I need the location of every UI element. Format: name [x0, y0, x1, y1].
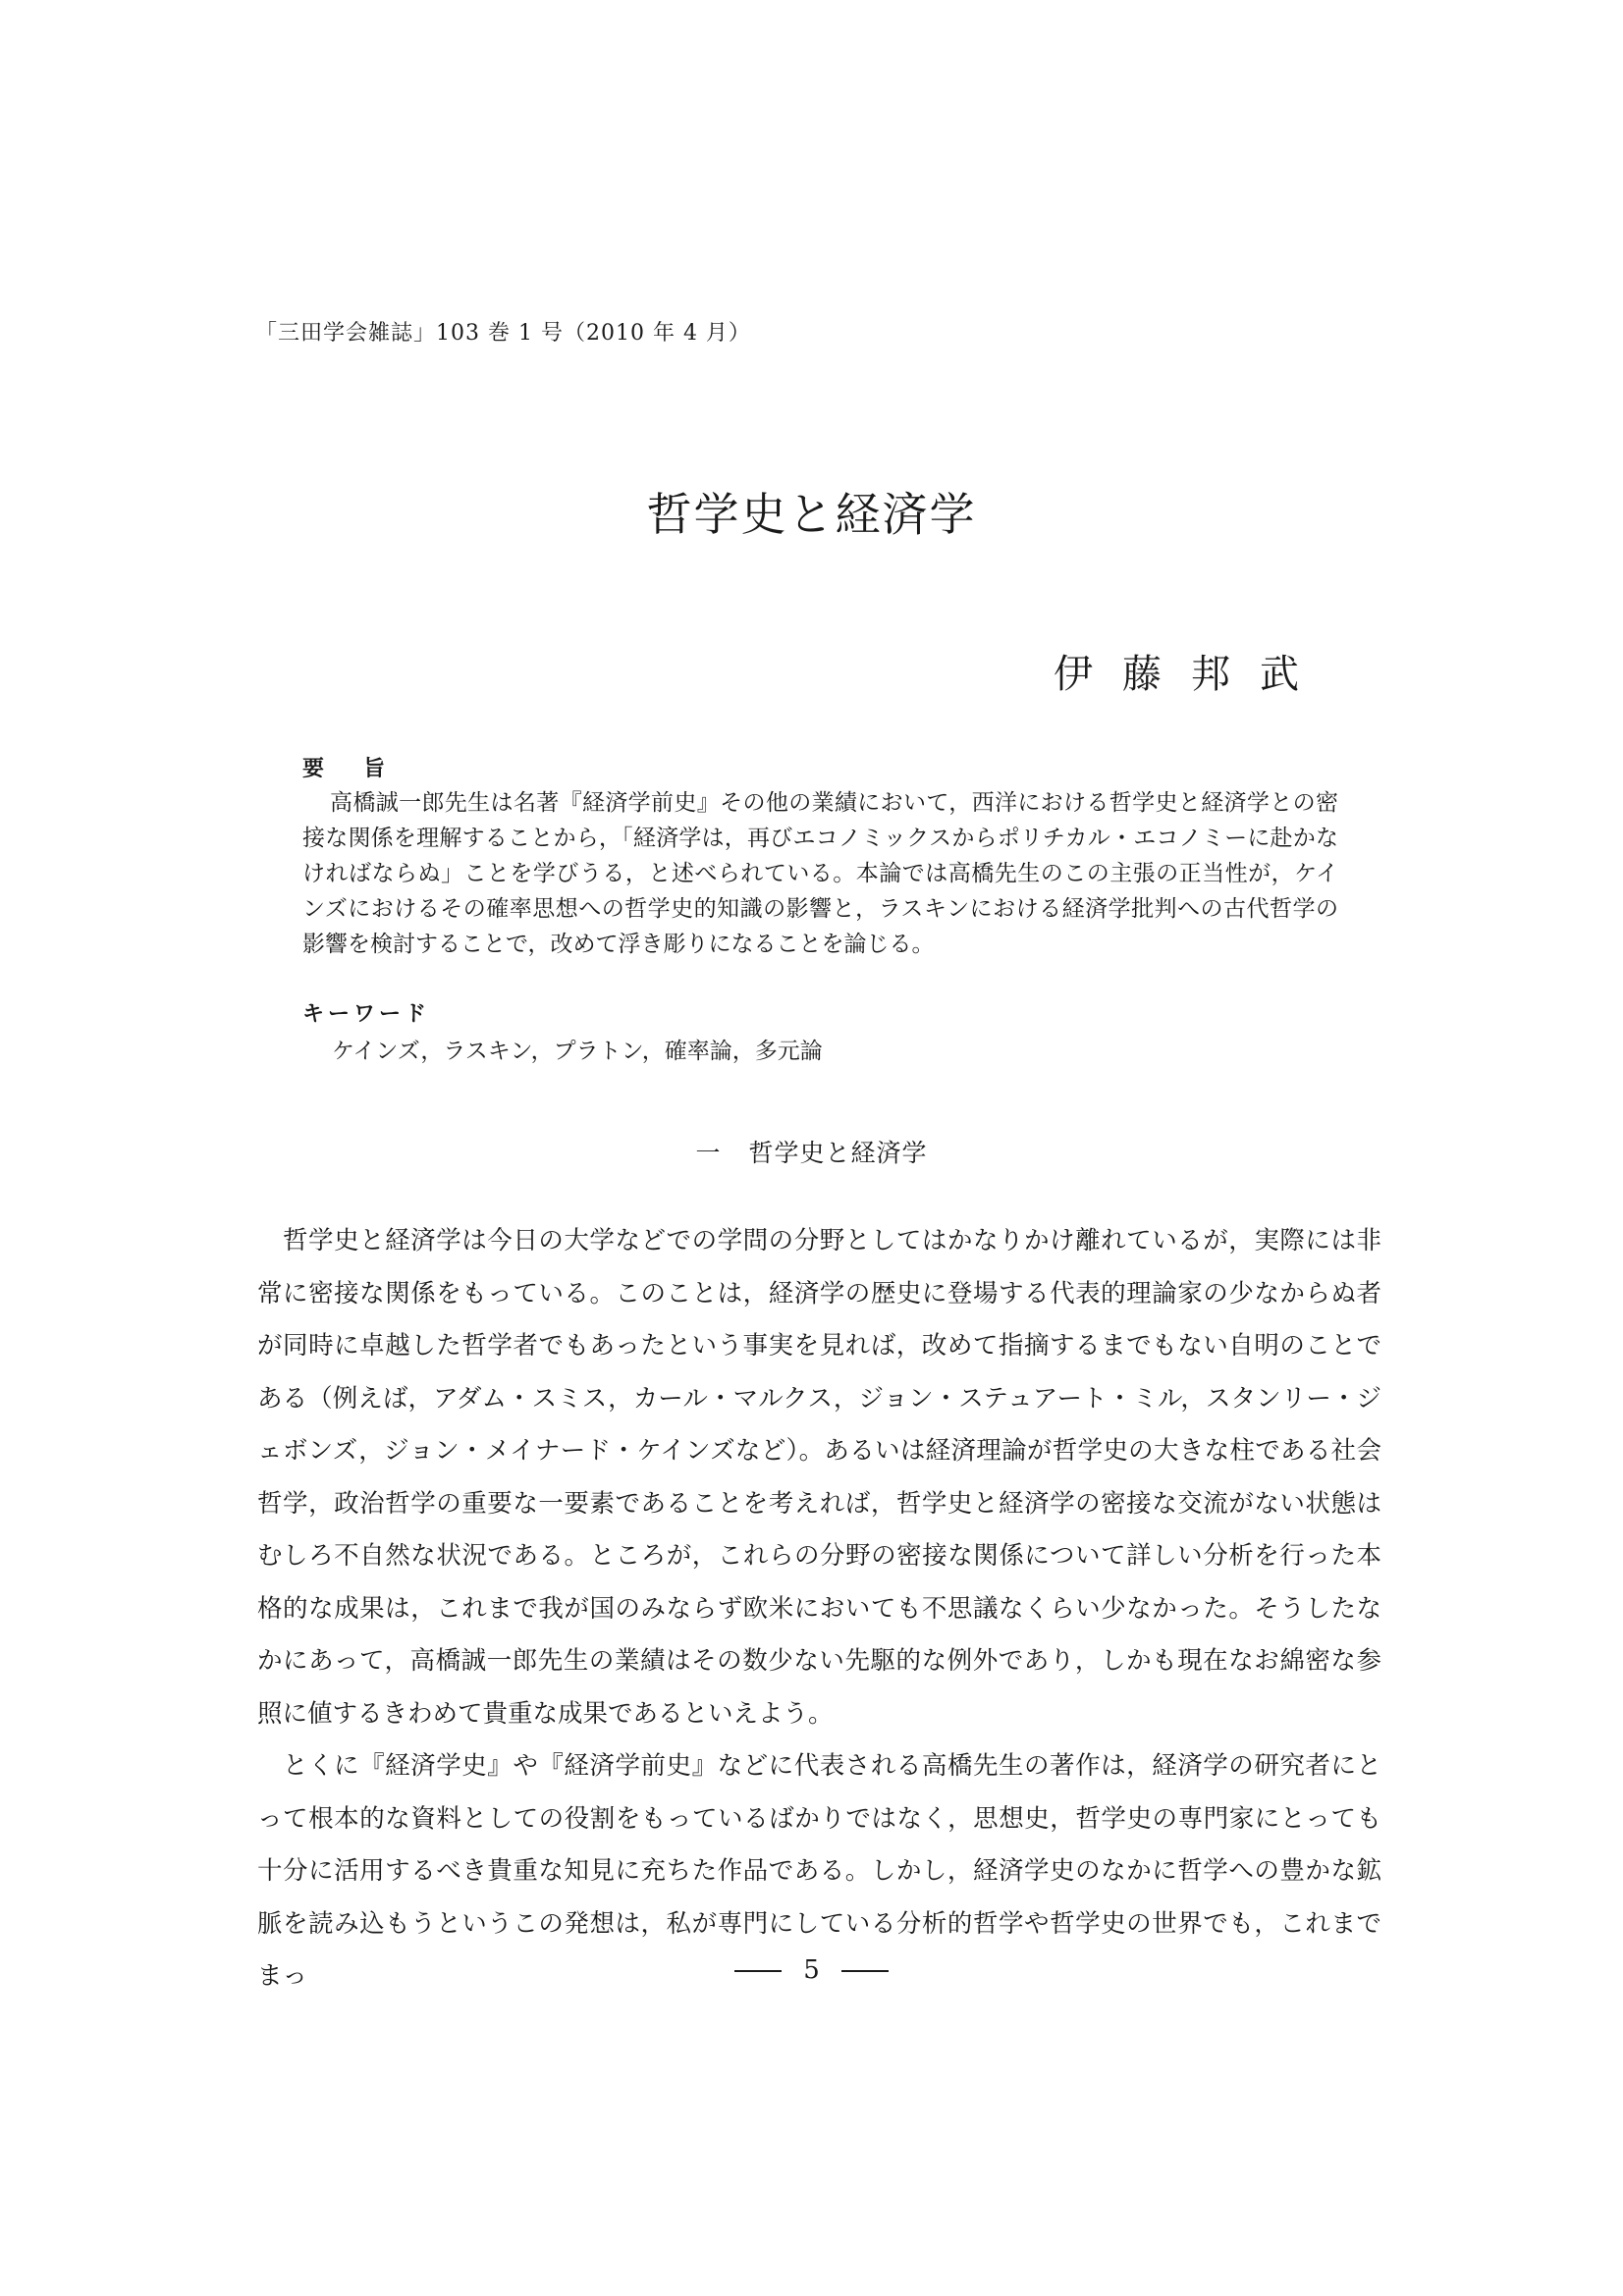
section-heading [0, 1134, 1623, 1169]
page-number: 5 [803, 1955, 820, 1985]
page-footer [0, 1955, 1623, 1985]
footer-dash-right [841, 1970, 889, 1972]
keywords-heading: キーワード [302, 1001, 431, 1027]
abstract-heading: 要旨 [302, 756, 425, 781]
keywords-list: ケインズ，ラスキン，プラトン，確率論，多元論 [332, 1039, 823, 1064]
body-text [257, 1215, 1381, 2003]
journal-header: 「三田学会雑誌」103 巻 1 号（2010 年 4 月） [255, 321, 751, 346]
paragraph: とくに『経済学史』や『経済学前史』などに代表される高橋先生の著作は，経済学の研究者にとって根本的な資料としての役割をもっているばかりではなく，思想史，哲学史の専門家にとっても十分に活用するべき貴重な知見に充ちた作品である。しかし，経済学史のなかに哲学への豊かな鉱脈を読み込もうというこの発想は，私が専門にしている分析的哲学や哲学史の世界でも，これまでまっ [257, 1751, 1381, 1991]
paper-title: 哲学史と経済学 [646, 488, 977, 541]
footer-dash-left [734, 1970, 782, 1972]
section-title: 哲学史と経済学 [748, 1139, 928, 1167]
author-name: 伊藤邦武 [1054, 652, 1328, 697]
paragraph: 哲学史と経済学は今日の大学などでの学問の分野としてはかなりかけ離れているが，実際には非常に密接な関係をもっている。このことは，経済学の歴史に登場する代表的理論家の少なからぬ者が同時に卓越した哲学者でもあったという事実を見れば，改めて指摘するまでもない自明のことである（例えば，アダム・スミス，カール・マルクス，ジョン・ステュアート・ミル，スタンリー・ジェボンズ，ジョン・メイナード・ケインズなど）。あるいは経済理論が哲学史の大きな柱である社会哲学，政治哲学の重要な一要素であることを考えれば，哲学史と経済学の密接な交流がない状態はむしろ不自然な状況である。ところが，これらの分野の密接な関係について詳しい分析を行った本格的な成果は，これまで我が国のみならず欧米においても不思議なくらい少なかった。そうしたなかにあって，高橋誠一郎先生の業績はその数少ない先駆的な例外であり，しかも現在なお綿密な参照に値するきわめて貴重な成果であるといえよう。 [257, 1226, 1381, 1729]
section-number: 一 [695, 1139, 722, 1167]
abstract-body: 高橋誠一郎先生は名著『経済学前史』その他の業績において，西洋における哲学史と経済学との密接な関係を理解することから，「経済学は，再びエコノミックスからポリチカル・エコノミーに赴かなければならぬ」ことを学びうる，と述べられている。本論では高橋先生のこの主張の正当性が，ケインズにおけるその確率思想への哲学史的知識の影響と，ラスキンにおける経済学批判への古代哲学の影響を検討することで，改めて浮き彫りになることを論じる。 [302, 790, 1338, 957]
